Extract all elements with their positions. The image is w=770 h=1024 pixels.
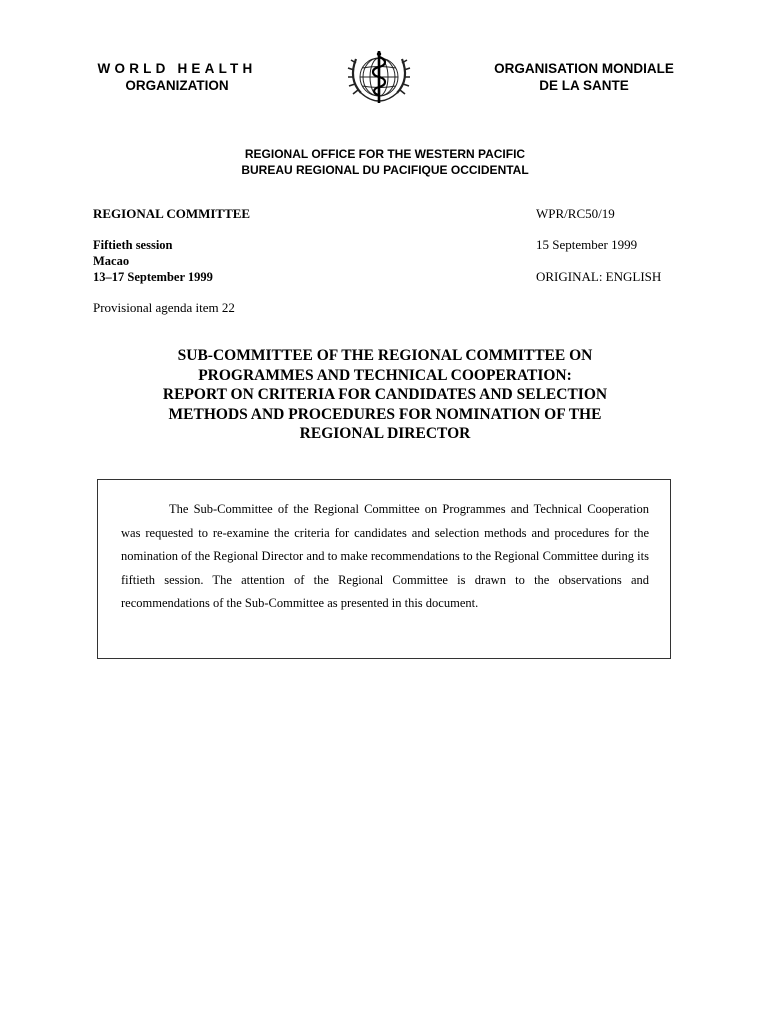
session-number: Fiftieth session — [93, 238, 173, 252]
document-title — [95, 346, 675, 444]
org-name-french-line1: ORGANISATION MONDIALE — [494, 61, 674, 76]
title-line-4: METHODS AND PROCEDURES FOR NOMINATION OF THE — [168, 405, 602, 423]
summary-text: The Sub-Committee of the Regional Committee on Programmes and Technical Cooperation was requested to re-examine the criteria for candidates and selection methods and procedures for the nomination of the Regional Director and to make recommendations to the Regional Committee during its fiftieth session. The attention of the Regional Committee is drawn to the observations and recommendations of the Sub-Committee as presented in this document. — [121, 502, 649, 610]
agenda-item: Provisional agenda item 22 — [93, 300, 235, 315]
title-line-5: REGIONAL DIRECTOR — [299, 425, 471, 442]
committee-name: REGIONAL COMMITTEE — [93, 206, 251, 221]
summary-box — [97, 479, 671, 659]
org-name-french — [470, 60, 698, 94]
regional-office-heading — [0, 146, 770, 178]
org-name-english-line2: ORGANIZATION — [125, 78, 229, 93]
document-symbol: WPR/RC50/19 — [536, 206, 615, 221]
regional-office-english: REGIONAL OFFICE FOR THE WESTERN PACIFIC — [244, 147, 526, 161]
who-emblem-icon — [339, 43, 419, 115]
title-line-2: PROGRAMMES AND TECHNICAL COOPERATION: — [198, 366, 572, 384]
session-dates: 13–17 September 1999 — [93, 270, 213, 284]
session-place: Macao — [93, 254, 130, 268]
original-language: ORIGINAL: ENGLISH — [536, 269, 662, 284]
org-name-english-line1: WORLD HEALTH — [97, 61, 257, 76]
title-line-3: REPORT ON CRITERIA FOR CANDIDATES AND SELECTION — [162, 386, 608, 403]
org-name-french-line2: DE LA SANTE — [539, 78, 629, 93]
session-info — [93, 237, 213, 285]
org-name-english — [84, 60, 270, 94]
regional-office-french: BUREAU REGIONAL DU PACIFIQUE OCCIDENTAL — [241, 163, 529, 177]
document-date: 15 September 1999 — [536, 237, 638, 252]
title-line-1: SUB-COMMITTEE OF THE REGIONAL COMMITTEE ON — [177, 347, 593, 364]
